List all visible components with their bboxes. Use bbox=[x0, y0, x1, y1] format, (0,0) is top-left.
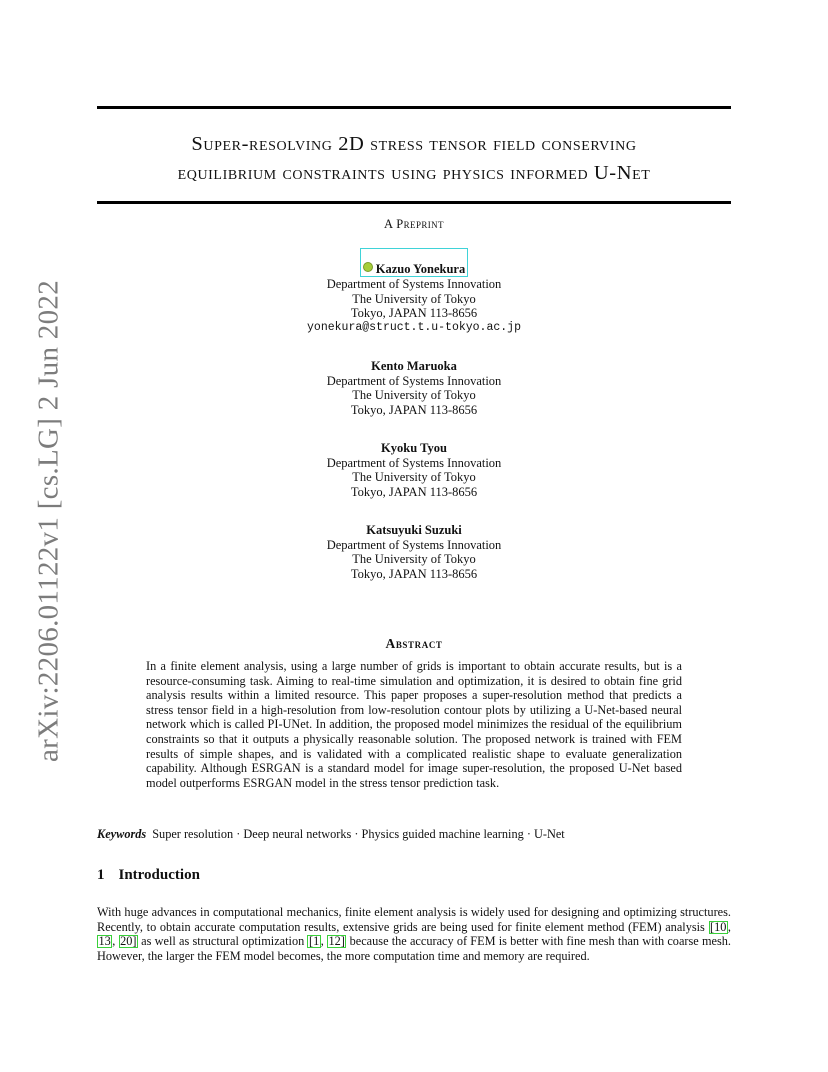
author-name: Kento Maruoka bbox=[371, 359, 457, 373]
paper-title-line-2: equilibrium constraints using physics informed U-Net bbox=[177, 162, 651, 184]
preprint-label: A Preprint bbox=[384, 217, 444, 231]
abstract-text: In a finite element analysis, using a large number of grids is important to obtain accurate results, but is a resource-consuming task. Aiming to real-time simulation and optimization, it is desired to obtain fine grid analysis results within a limited resource. This paper proposes a super-resolution method that predicts a stress tensor field in a high-resolution from low-resolution contour plots by utilizing a U-Net-based neural network which is called PI-UNet. In addition, the proposed model minimizes the residual of the equilibrium constraints so that it outputs a physically reasonable solution. The proposed network is trained with FEM results of simple shapes, and is validated with a complicated realistic shape to evaluate generalization capability. Although ESRGAN is a standard model for image super-resolution, the proposed U-Net based model outperforms ESRGAN model in the stress tensor prediction task. bbox=[146, 659, 682, 790]
orcid-icon[interactable] bbox=[363, 262, 373, 272]
author-department: Department of Systems Innovation bbox=[326, 277, 502, 291]
title-top-rule bbox=[97, 106, 731, 109]
author-email[interactable]: yonekura@struct.t.u-tokyo.ac.jp bbox=[307, 320, 521, 334]
abstract-heading: Abstract bbox=[385, 636, 443, 651]
intro-text-3: because the accuracy of FEM is better with fine mesh than with coarse mesh. However, the larger the FEM model becomes, the more computation time and memory are required. bbox=[97, 934, 731, 963]
author-address: Tokyo, JAPAN 113-8656 bbox=[350, 484, 478, 499]
author-address: Tokyo, JAPAN 113-8656 bbox=[350, 306, 478, 321]
citation-separator: , bbox=[320, 934, 327, 949]
author-block-3 bbox=[97, 441, 731, 499]
author-address: Tokyo, JAPAN 113-8656 bbox=[350, 402, 478, 417]
author-university: The University of Tokyo bbox=[352, 470, 476, 485]
author-name: Kyoku Tyou bbox=[381, 441, 447, 455]
keywords-text: Super resolution · Deep neural networks · Physics guided machine learning · U-Net bbox=[152, 827, 565, 841]
orcid-link[interactable] bbox=[360, 248, 468, 277]
paper-title bbox=[97, 130, 731, 188]
author-department: Department of Systems Innovation bbox=[326, 373, 502, 388]
section-heading-introduction bbox=[97, 867, 200, 884]
introduction-paragraph bbox=[97, 905, 731, 963]
author-university: The University of Tokyo bbox=[352, 291, 476, 306]
intro-text-1: With huge advances in computational mechanics, finite element analysis is widely used for designing and optimizing structures. Recently, to obtain accurate computation results, extensive grids are being used for finite element method (FEM) analysis bbox=[97, 905, 731, 934]
title-bottom-rule bbox=[97, 201, 731, 204]
section-number: 1 bbox=[97, 867, 105, 883]
author-name: Kazuo Yonekura bbox=[375, 262, 466, 276]
author-name: Katsuyuki Suzuki bbox=[366, 523, 462, 537]
citation-link[interactable]: 13 bbox=[98, 934, 111, 949]
citation-separator: , bbox=[727, 919, 731, 934]
citation-link[interactable]: 12] bbox=[328, 934, 345, 949]
citation-separator: , bbox=[112, 934, 119, 949]
author-university: The University of Tokyo bbox=[352, 552, 476, 567]
arxiv-identifier-stamp: arXiv:2206.01122v1 [cs.LG] 2 Jun 2022 bbox=[32, 279, 65, 763]
intro-text-2: as well as structural optimization bbox=[137, 934, 308, 949]
citation-group-2 bbox=[307, 934, 346, 948]
author-university: The University of Tokyo bbox=[352, 388, 476, 403]
author-block-4 bbox=[97, 523, 731, 581]
paper-title-line-1: Super-resolving 2D stress tensor field conserving bbox=[191, 133, 637, 155]
author-department: Department of Systems Innovation bbox=[326, 455, 502, 470]
author-block-2 bbox=[97, 359, 731, 417]
keywords-line bbox=[97, 827, 731, 842]
author-address: Tokyo, JAPAN 113-8656 bbox=[350, 566, 478, 581]
section-title: Introduction bbox=[118, 867, 200, 883]
author-department: Department of Systems Innovation bbox=[326, 537, 502, 552]
citation-link[interactable]: 20] bbox=[120, 934, 137, 949]
citation-link[interactable]: [1 bbox=[308, 934, 320, 949]
citation-link[interactable]: [10 bbox=[710, 919, 727, 934]
keywords-label: Keywords bbox=[97, 827, 147, 841]
author-block-1 bbox=[97, 262, 731, 335]
